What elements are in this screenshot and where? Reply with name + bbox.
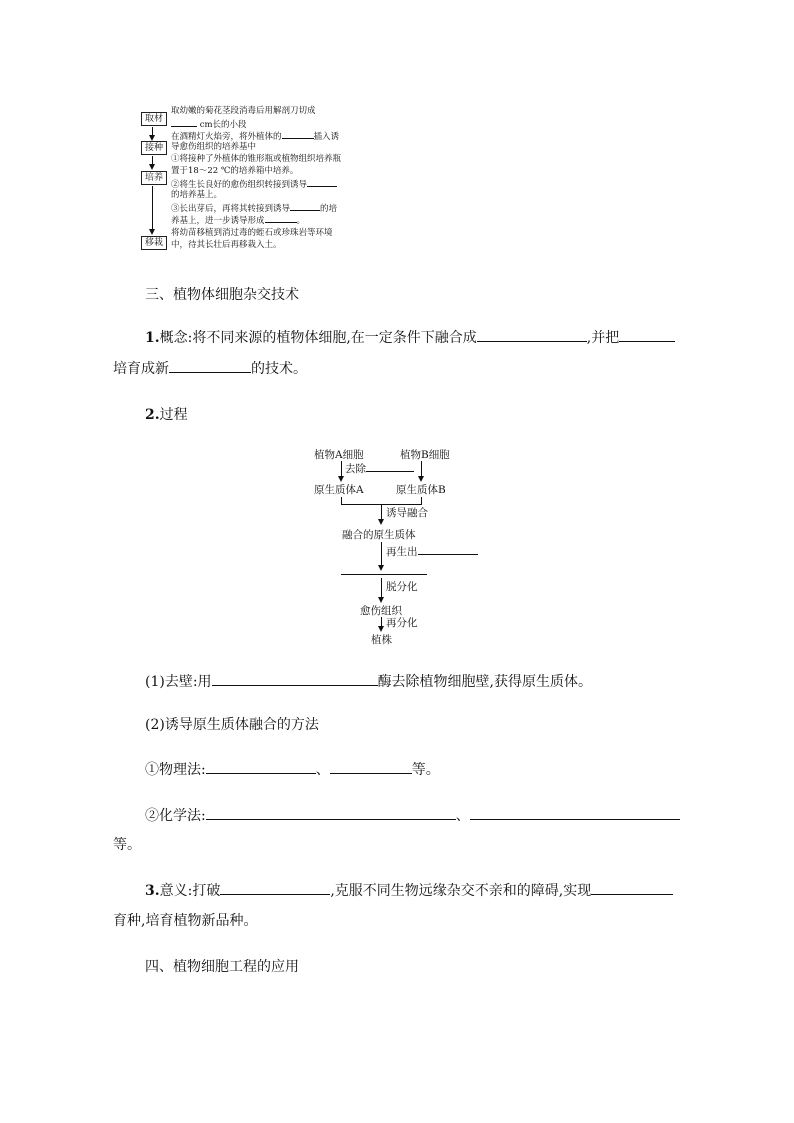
connector-line [152,186,153,230]
arrow-line [381,542,382,566]
meaning-line-1: 3.意义:打破 ,克服不同生物远缘杂交不亲和的障碍,实现 [145,880,673,900]
node-plant: 植株 [371,634,392,646]
label-redifferentiation: 再分化 [386,617,418,629]
label-regenerate: 再生出 [386,544,478,559]
label-induce-fusion: 诱导融合 [386,507,428,519]
chemical-method-line: ②化学法: 、 [145,805,680,825]
node-protoplast-b: 原生质体B [396,484,446,496]
arrow-down-icon [378,565,384,571]
step-text-2: cm长的小段 [171,118,247,132]
arrow-down-icon [378,519,384,525]
step-text-9: ③长出芽后，再将其转接到诱导 的培 [171,204,338,214]
meaning-line-2: 育种,培育植物新品种。 [113,913,258,929]
physical-method-line: ①物理法: 、 等。 [145,759,440,779]
step-text-5: ①将接种了外植体的锥形瓶或植物组织培养瓶 [171,154,342,164]
arrow-line [341,461,342,477]
arrow-down-icon [149,135,155,141]
step-text-12: 中，待其长壮后再移栽入土。 [171,240,282,250]
arrow-line [381,504,382,520]
fusion-methods-heading: (2)诱导原生质体融合的方法 [145,717,319,733]
label-remove: 去除 [345,461,414,476]
step-text-8: 的培养基上。 [171,190,223,200]
step-box-inoculate: 接种 [141,141,167,155]
wall-removal-line: (1)去壁:用 酶去除植物细胞壁,获得原生质体。 [145,671,592,691]
blank-line [341,574,427,575]
step-text-11: 将幼苗移植到消过毒的蛭石或珍珠岩等环境 [171,228,333,238]
section-heading-4: 四、植物细胞工程的应用 [145,959,299,975]
step-text-6: 置于18～22 ℃的培养箱中培养。 [171,166,299,176]
step-box-culture: 培养 [141,171,167,185]
node-plant-b-cell: 植物B细胞 [400,449,450,461]
arrow-line [381,578,382,598]
step-text-1: 取幼嫩的菊花茎段消毒后用解剖刀切成 [171,106,316,116]
concept-line-2: 培育成新 的技术。 [113,358,307,378]
step-text-7: ②将生长良好的愈伤组织转接到诱导 [171,178,337,192]
arrow-down-icon [149,229,155,235]
arrow-down-icon [149,164,155,170]
chemical-method-line-2: 等。 [113,837,141,853]
step-text-10: 养基上，进一步诱导形成 。 [171,216,306,226]
label-dedifferentiation: 脱分化 [386,581,418,593]
process-heading: 2.过程 [145,407,188,423]
step-box-harvest: 取材 [141,112,167,126]
step-text-4: 导愈伤组织的培养基中 [171,142,257,152]
step-text-3: 在酒精灯火焰旁，将外植体的 插入诱 [171,132,340,142]
node-protoplast-a: 原生质体A [314,484,364,496]
node-callus: 愈伤组织 [360,605,402,617]
concept-line-1: 1.概念:将不同来源的植物体细胞,在一定条件下融合成 ,并把 [145,327,675,347]
step-box-transplant: 移栽 [141,236,167,250]
section-heading-3: 三、植物体细胞杂交技术 [145,287,299,303]
arrow-line [421,461,422,477]
node-fused-protoplast: 融合的原生质体 [342,529,416,541]
node-plant-a-cell: 植物A细胞 [314,449,364,461]
